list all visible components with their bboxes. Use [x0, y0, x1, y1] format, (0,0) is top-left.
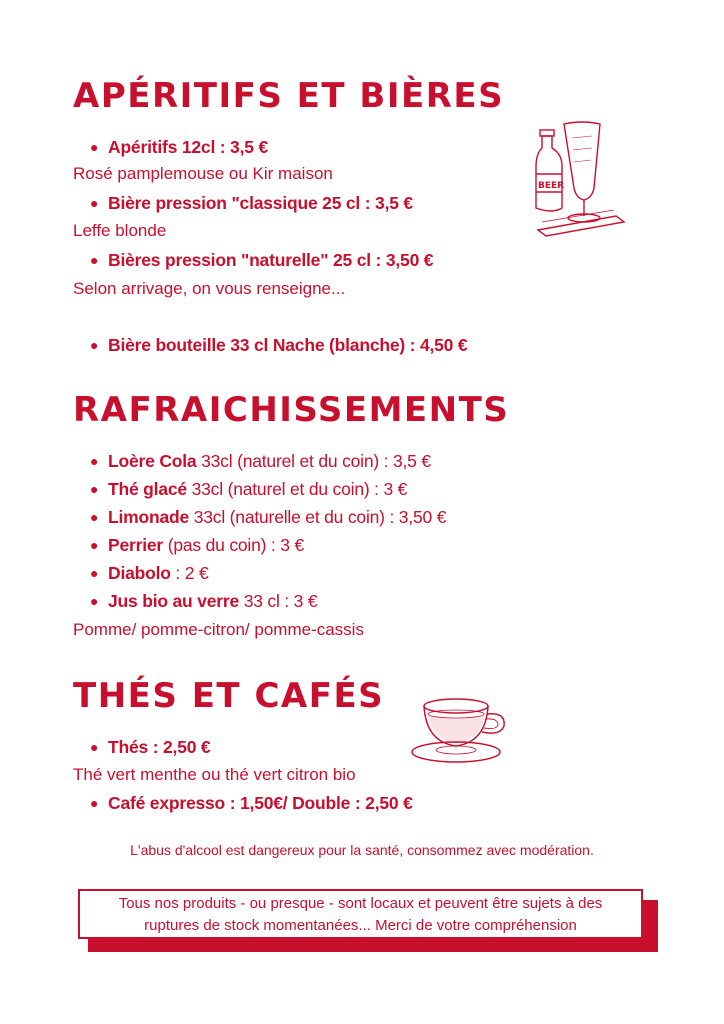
item-name: Apéritifs 12cl : 3,5 € [108, 137, 268, 157]
bullet: ● [90, 337, 99, 353]
bullet: ● [90, 537, 99, 553]
menu-item [90, 334, 467, 356]
beer-bottle-and-glass-icon [528, 118, 628, 238]
menu-item [90, 792, 413, 814]
bullet: ● [90, 795, 99, 811]
item-name: Limonade [108, 507, 190, 527]
bullet: ● [90, 481, 99, 497]
section-title-thes: THÉS ET CAFÉS [73, 676, 385, 716]
bullet: ● [90, 139, 99, 155]
item-details: 33cl (naturel et du coin) : 3,5 € [196, 451, 431, 471]
menu-item [90, 450, 431, 472]
item-details: 33cl (naturel et du coin) : 3 € [186, 479, 408, 499]
item-details: 33 cl : 3 € [239, 591, 318, 611]
bullet: ● [90, 509, 99, 525]
menu-item [90, 534, 304, 556]
menu-item [90, 736, 210, 758]
item-details: : 2 € [170, 563, 209, 583]
bullet: ● [90, 739, 99, 755]
item-name: Diabolo [108, 563, 171, 583]
alcohol-warning: L'abus d'alcool est dangereux pour la santé, consommez avec modération. [130, 842, 594, 858]
menu-item [90, 478, 407, 500]
bullet: ● [90, 252, 99, 268]
item-details: (pas du coin) : 3 € [163, 535, 304, 555]
item-name: Café expresso : 1,50€/ Double : 2,50 € [108, 793, 413, 813]
item-name: Thés : 2,50 € [108, 737, 211, 757]
item-description: Leffe blonde [73, 221, 167, 240]
menu-item [90, 249, 433, 271]
bullet: ● [90, 195, 99, 211]
bullet: ● [90, 593, 99, 609]
menu-item [90, 136, 268, 158]
item-description: Selon arrivage, on vous renseigne... [73, 279, 346, 298]
bullet: ● [90, 565, 99, 581]
item-name: Bière pression "classique 25 cl : 3,5 € [108, 193, 413, 213]
menu-item [90, 506, 446, 528]
item-name: Jus bio au verre [108, 591, 240, 611]
menu-item [90, 590, 317, 612]
item-name: Perrier [108, 535, 164, 555]
item-description: Rosé pamplemouse ou Kir maison [73, 164, 333, 183]
menu-item [90, 192, 413, 214]
tea-cup-icon [410, 692, 510, 768]
item-description: Thé vert menthe ou thé vert citron bio [73, 765, 356, 784]
section-title-rafraichissements: RAFRAICHISSEMENTS [73, 390, 510, 430]
item-name: Bières pression "naturelle" 25 cl : 3,50 € [108, 250, 434, 270]
item-description: Pomme/ pomme-citron/ pomme-cassis [73, 620, 364, 639]
note-box [78, 889, 643, 939]
section-title-aperitifs: APÉRITIFS ET BIÈRES [73, 76, 505, 116]
item-name: Thé glacé [108, 479, 187, 499]
bottle-label: BEER [538, 181, 565, 191]
menu-item [90, 562, 208, 584]
item-details: 33cl (naturelle et du coin) : 3,50 € [189, 507, 447, 527]
note-line-2: ruptures de stock momentanées... Merci de votre compréhension [144, 917, 577, 934]
item-name: Bière bouteille 33 cl Nache (blanche) : 4,50 € [108, 335, 468, 355]
note-line-1: Tous nos produits - ou presque - sont locaux et peuvent être sujets à des [118, 895, 603, 912]
item-name: Loère Cola [108, 451, 197, 471]
bullet: ● [90, 453, 99, 469]
